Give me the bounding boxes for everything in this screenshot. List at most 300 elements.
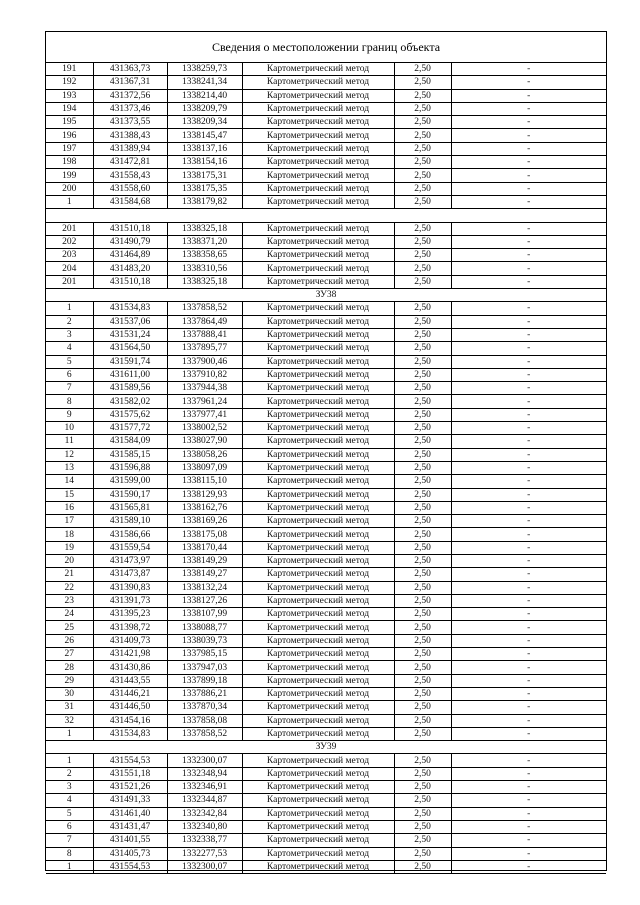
description-cell: - [451, 541, 606, 554]
coord-y-cell: 1338259,73 [167, 63, 242, 76]
table-row [46, 661, 606, 674]
method-cell: Картометрический метод [242, 195, 394, 208]
coord-y-cell: 1338149,27 [167, 568, 242, 581]
method-cell: Картометрический метод [242, 648, 394, 661]
coord-y-cell: 1338097,09 [167, 461, 242, 474]
description-cell: - [451, 435, 606, 448]
accuracy-cell: 2,50 [394, 847, 451, 860]
description-cell: - [451, 608, 606, 621]
method-cell: Картометрический метод [242, 568, 394, 581]
point-number-cell: 196 [46, 129, 93, 142]
accuracy-cell: 2,50 [394, 568, 451, 581]
coord-x-cell: 431585,15 [93, 448, 167, 461]
description-cell: - [451, 102, 606, 115]
table-row [46, 129, 606, 142]
table-row [46, 395, 606, 408]
method-cell: Картометрический метод [242, 661, 394, 674]
coord-x-cell: 431472,81 [93, 156, 167, 169]
point-number-cell: 191 [46, 63, 93, 76]
point-number-cell: 24 [46, 608, 93, 621]
point-number-cell: 1 [46, 727, 93, 740]
method-cell: Картометрический метод [242, 767, 394, 780]
table-row [46, 634, 606, 647]
coord-x-cell: 431372,56 [93, 89, 167, 102]
point-number-cell: 14 [46, 475, 93, 488]
point-number-cell: 8 [46, 395, 93, 408]
table-row [46, 222, 606, 235]
accuracy-cell: 2,50 [394, 648, 451, 661]
method-cell: Картометрический метод [242, 63, 394, 76]
point-number-cell: 7 [46, 382, 93, 395]
description-cell: - [451, 129, 606, 142]
description-cell: - [451, 448, 606, 461]
coord-x-cell: 431551,18 [93, 767, 167, 780]
coord-x-cell: 431373,46 [93, 102, 167, 115]
table-row [46, 767, 606, 780]
coord-y-cell: 1337858,52 [167, 727, 242, 740]
point-number-cell: 201 [46, 275, 93, 288]
coord-x-cell: 431443,55 [93, 674, 167, 687]
point-number-cell: 10 [46, 422, 93, 435]
coord-x-cell: 431596,88 [93, 461, 167, 474]
description-cell: - [451, 727, 606, 740]
point-number-cell: 2 [46, 315, 93, 328]
coord-x-cell: 431564,50 [93, 342, 167, 355]
coord-y-cell: 1337864,49 [167, 315, 242, 328]
coord-x-cell: 431431,47 [93, 820, 167, 833]
point-number-cell: 1 [46, 754, 93, 767]
coord-x-cell: 431461,40 [93, 807, 167, 820]
table-row [46, 102, 606, 115]
coord-x-cell: 431577,72 [93, 422, 167, 435]
accuracy-cell: 2,50 [394, 368, 451, 381]
table-row [46, 408, 606, 421]
coord-y-cell: 1338149,29 [167, 554, 242, 567]
coord-y-cell: 1337858,08 [167, 714, 242, 727]
coord-x-cell: 431473,97 [93, 554, 167, 567]
accuracy-cell: 2,50 [394, 674, 451, 687]
table-row [46, 355, 606, 368]
table-row [46, 488, 606, 501]
accuracy-cell: 2,50 [394, 156, 451, 169]
accuracy-cell: 2,50 [394, 262, 451, 275]
description-cell: - [451, 328, 606, 341]
table-row [46, 435, 606, 448]
accuracy-cell: 2,50 [394, 408, 451, 421]
description-cell: - [451, 767, 606, 780]
method-cell: Картометрический метод [242, 262, 394, 275]
method-cell: Картометрический метод [242, 302, 394, 315]
accuracy-cell: 2,50 [394, 222, 451, 235]
point-number-cell: 204 [46, 262, 93, 275]
point-number-cell: 192 [46, 76, 93, 89]
description-cell: - [451, 501, 606, 514]
method-cell: Картометрический метод [242, 781, 394, 794]
description-cell: - [451, 475, 606, 488]
coord-y-cell: 1338371,20 [167, 235, 242, 248]
accuracy-cell: 2,50 [394, 807, 451, 820]
table-row [46, 714, 606, 727]
coord-y-cell: 1338107,99 [167, 608, 242, 621]
accuracy-cell: 2,50 [394, 820, 451, 833]
method-cell: Картометрический метод [242, 156, 394, 169]
method-cell: Картометрический метод [242, 448, 394, 461]
accuracy-cell: 2,50 [394, 581, 451, 594]
table-row [46, 262, 606, 275]
accuracy-cell: 2,50 [394, 315, 451, 328]
method-cell: Картометрический метод [242, 328, 394, 341]
accuracy-cell: 2,50 [394, 608, 451, 621]
point-number-cell: 32 [46, 714, 93, 727]
coord-y-cell: 1338154,16 [167, 156, 242, 169]
table-row [46, 116, 606, 129]
point-number-cell: 9 [46, 408, 93, 421]
description-cell: - [451, 754, 606, 767]
description-cell: - [451, 195, 606, 208]
table-row [46, 648, 606, 661]
accuracy-cell: 2,50 [394, 687, 451, 700]
table-row [46, 528, 606, 541]
table-row [46, 448, 606, 461]
point-number-cell: 197 [46, 142, 93, 155]
coord-x-cell: 431491,33 [93, 794, 167, 807]
coord-x-cell: 431558,60 [93, 182, 167, 195]
point-number-cell: 195 [46, 116, 93, 129]
description-cell: - [451, 116, 606, 129]
coord-x-cell: 431446,50 [93, 701, 167, 714]
point-number-cell: 18 [46, 528, 93, 541]
point-number-cell: 1 [46, 302, 93, 315]
description-cell: - [451, 847, 606, 860]
method-cell: Картометрический метод [242, 169, 394, 182]
table-row [46, 727, 606, 740]
point-number-cell: 5 [46, 807, 93, 820]
method-cell: Картометрический метод [242, 834, 394, 847]
table-row [46, 541, 606, 554]
coord-y-cell: 1332338,77 [167, 834, 242, 847]
coord-y-cell: 1338027,90 [167, 435, 242, 448]
method-cell: Картометрический метод [242, 116, 394, 129]
point-number-cell: 28 [46, 661, 93, 674]
method-cell: Картометрический метод [242, 528, 394, 541]
accuracy-cell: 2,50 [394, 621, 451, 634]
description-cell: - [451, 368, 606, 381]
accuracy-cell: 2,50 [394, 501, 451, 514]
accuracy-cell: 2,50 [394, 169, 451, 182]
table-row [46, 63, 606, 76]
accuracy-cell: 2,50 [394, 142, 451, 155]
description-cell: - [451, 621, 606, 634]
table-row [46, 342, 606, 355]
table-row [46, 235, 606, 248]
point-number-cell: 5 [46, 355, 93, 368]
method-cell: Картометрический метод [242, 235, 394, 248]
table-row [46, 860, 606, 873]
coord-y-cell: 1337961,24 [167, 395, 242, 408]
method-cell: Картометрический метод [242, 102, 394, 115]
method-cell: Картометрический метод [242, 422, 394, 435]
method-cell: Картометрический метод [242, 182, 394, 195]
coord-y-cell: 1338132,24 [167, 581, 242, 594]
document-sheet [45, 31, 607, 871]
table-row [46, 249, 606, 262]
description-cell: - [451, 820, 606, 833]
coord-x-cell: 431363,73 [93, 63, 167, 76]
coord-y-cell: 1338209,34 [167, 116, 242, 129]
description-cell: - [451, 249, 606, 262]
method-cell: Картометрический метод [242, 76, 394, 89]
accuracy-cell: 2,50 [394, 834, 451, 847]
accuracy-cell: 2,50 [394, 488, 451, 501]
coord-y-cell: 1338175,08 [167, 528, 242, 541]
method-cell: Картометрический метод [242, 368, 394, 381]
section-separator-row [46, 289, 606, 302]
point-number-cell: 7 [46, 834, 93, 847]
method-cell: Картометрический метод [242, 355, 394, 368]
description-cell: - [451, 860, 606, 873]
table-row [46, 169, 606, 182]
method-cell: Картометрический метод [242, 408, 394, 421]
point-number-cell: 193 [46, 89, 93, 102]
coord-x-cell: 431531,24 [93, 328, 167, 341]
point-number-cell: 8 [46, 847, 93, 860]
coord-y-cell: 1338170,44 [167, 541, 242, 554]
description-cell: - [451, 275, 606, 288]
method-cell: Картометрический метод [242, 342, 394, 355]
description-cell: - [451, 422, 606, 435]
description-cell: - [451, 528, 606, 541]
coord-x-cell: 431398,72 [93, 621, 167, 634]
method-cell: Картометрический метод [242, 687, 394, 700]
method-cell: Картометрический метод [242, 581, 394, 594]
description-cell: - [451, 142, 606, 155]
description-cell: - [451, 515, 606, 528]
accuracy-cell: 2,50 [394, 528, 451, 541]
method-cell: Картометрический метод [242, 714, 394, 727]
table-row [46, 156, 606, 169]
coord-y-cell: 1332300,07 [167, 754, 242, 767]
accuracy-cell: 2,50 [394, 129, 451, 142]
description-cell: - [451, 687, 606, 700]
coord-y-cell: 1332342,84 [167, 807, 242, 820]
description-cell: - [451, 634, 606, 647]
accuracy-cell: 2,50 [394, 794, 451, 807]
description-cell: - [451, 781, 606, 794]
coord-x-cell: 431565,81 [93, 501, 167, 514]
description-cell: - [451, 648, 606, 661]
accuracy-cell: 2,50 [394, 182, 451, 195]
point-number-cell: 198 [46, 156, 93, 169]
coord-y-cell: 1337895,77 [167, 342, 242, 355]
table-row [46, 315, 606, 328]
point-number-cell: 4 [46, 342, 93, 355]
point-number-cell: 16 [46, 501, 93, 514]
description-cell: - [451, 156, 606, 169]
description-cell: - [451, 461, 606, 474]
description-cell: - [451, 222, 606, 235]
coord-x-cell: 431611,00 [93, 368, 167, 381]
method-cell: Картометрический метод [242, 129, 394, 142]
section-separator-row [46, 209, 606, 222]
table-row [46, 807, 606, 820]
coord-x-cell: 431582,02 [93, 395, 167, 408]
accuracy-cell: 2,50 [394, 860, 451, 873]
section-label: ЗУ39 [46, 741, 606, 754]
table-row [46, 515, 606, 528]
coord-x-cell: 431454,16 [93, 714, 167, 727]
accuracy-cell: 2,50 [394, 328, 451, 341]
accuracy-cell: 2,50 [394, 422, 451, 435]
coord-x-cell: 431401,55 [93, 834, 167, 847]
description-cell: - [451, 408, 606, 421]
coord-y-cell: 1338058,26 [167, 448, 242, 461]
table-row [46, 182, 606, 195]
accuracy-cell: 2,50 [394, 594, 451, 607]
coord-y-cell: 1337900,46 [167, 355, 242, 368]
description-cell: - [451, 834, 606, 847]
table-row [46, 76, 606, 89]
table-row [46, 568, 606, 581]
accuracy-cell: 2,50 [394, 461, 451, 474]
coord-y-cell: 1338169,26 [167, 515, 242, 528]
description-cell: - [451, 674, 606, 687]
method-cell: Картометрический метод [242, 275, 394, 288]
accuracy-cell: 2,50 [394, 727, 451, 740]
description-cell: - [451, 315, 606, 328]
table-row [46, 302, 606, 315]
description-cell: - [451, 89, 606, 102]
method-cell: Картометрический метод [242, 249, 394, 262]
description-cell: - [451, 594, 606, 607]
coord-y-cell: 1338137,16 [167, 142, 242, 155]
method-cell: Картометрический метод [242, 674, 394, 687]
coord-y-cell: 1332340,80 [167, 820, 242, 833]
accuracy-cell: 2,50 [394, 701, 451, 714]
coordinates-table [46, 63, 606, 874]
coord-y-cell: 1332346,91 [167, 781, 242, 794]
coord-x-cell: 431409,73 [93, 634, 167, 647]
accuracy-cell: 2,50 [394, 342, 451, 355]
point-number-cell: 12 [46, 448, 93, 461]
coord-x-cell: 431589,10 [93, 515, 167, 528]
method-cell: Картометрический метод [242, 142, 394, 155]
method-cell: Картометрический метод [242, 554, 394, 567]
table-row [46, 422, 606, 435]
coord-x-cell: 431558,43 [93, 169, 167, 182]
table-row [46, 754, 606, 767]
table-row [46, 501, 606, 514]
table-row [46, 554, 606, 567]
method-cell: Картометрический метод [242, 594, 394, 607]
accuracy-cell: 2,50 [394, 714, 451, 727]
coord-y-cell: 1337947,03 [167, 661, 242, 674]
document-title: Сведения о местоположении границ объекта [46, 32, 606, 63]
point-number-cell: 3 [46, 328, 93, 341]
table-row [46, 195, 606, 208]
method-cell: Картометрический метод [242, 488, 394, 501]
coord-x-cell: 431534,83 [93, 727, 167, 740]
coord-x-cell: 431490,79 [93, 235, 167, 248]
method-cell: Картометрический метод [242, 754, 394, 767]
coord-x-cell: 431405,73 [93, 847, 167, 860]
accuracy-cell: 2,50 [394, 554, 451, 567]
method-cell: Картометрический метод [242, 794, 394, 807]
point-number-cell: 23 [46, 594, 93, 607]
point-number-cell: 22 [46, 581, 93, 594]
coord-x-cell: 431395,23 [93, 608, 167, 621]
coord-y-cell: 1338162,76 [167, 501, 242, 514]
table-row [46, 847, 606, 860]
coord-x-cell: 431591,74 [93, 355, 167, 368]
point-number-cell: 6 [46, 368, 93, 381]
description-cell: - [451, 568, 606, 581]
method-cell: Картометрический метод [242, 395, 394, 408]
method-cell: Картометрический метод [242, 621, 394, 634]
method-cell: Картометрический метод [242, 501, 394, 514]
coord-x-cell: 431554,53 [93, 860, 167, 873]
point-number-cell: 4 [46, 794, 93, 807]
table-row [46, 328, 606, 341]
point-number-cell: 30 [46, 687, 93, 700]
coord-y-cell: 1338175,31 [167, 169, 242, 182]
coord-y-cell: 1332300,07 [167, 860, 242, 873]
accuracy-cell: 2,50 [394, 89, 451, 102]
coord-y-cell: 1338214,40 [167, 89, 242, 102]
point-number-cell: 20 [46, 554, 93, 567]
coord-x-cell: 431584,68 [93, 195, 167, 208]
accuracy-cell: 2,50 [394, 767, 451, 780]
accuracy-cell: 2,50 [394, 235, 451, 248]
coord-y-cell: 1338145,47 [167, 129, 242, 142]
method-cell: Картометрический метод [242, 541, 394, 554]
method-cell: Картометрический метод [242, 820, 394, 833]
coord-y-cell: 1338039,73 [167, 634, 242, 647]
description-cell: - [451, 794, 606, 807]
point-number-cell: 199 [46, 169, 93, 182]
coord-x-cell: 431421,98 [93, 648, 167, 661]
coord-y-cell: 1337858,52 [167, 302, 242, 315]
description-cell: - [451, 554, 606, 567]
point-number-cell: 15 [46, 488, 93, 501]
description-cell: - [451, 395, 606, 408]
accuracy-cell: 2,50 [394, 195, 451, 208]
point-number-cell: 203 [46, 249, 93, 262]
method-cell: Картометрический метод [242, 89, 394, 102]
coord-y-cell: 1337985,15 [167, 648, 242, 661]
method-cell: Картометрический метод [242, 727, 394, 740]
description-cell: - [451, 182, 606, 195]
accuracy-cell: 2,50 [394, 275, 451, 288]
coord-x-cell: 431575,62 [93, 408, 167, 421]
point-number-cell: 11 [46, 435, 93, 448]
coord-y-cell: 1338209,79 [167, 102, 242, 115]
accuracy-cell: 2,50 [394, 448, 451, 461]
coord-y-cell: 1338115,10 [167, 475, 242, 488]
accuracy-cell: 2,50 [394, 754, 451, 767]
coord-x-cell: 431430,86 [93, 661, 167, 674]
coord-x-cell: 431590,17 [93, 488, 167, 501]
coord-x-cell: 431534,83 [93, 302, 167, 315]
coord-x-cell: 431510,18 [93, 222, 167, 235]
table-row [46, 687, 606, 700]
accuracy-cell: 2,50 [394, 435, 451, 448]
accuracy-cell: 2,50 [394, 634, 451, 647]
method-cell: Картометрический метод [242, 382, 394, 395]
coord-x-cell: 431599,00 [93, 475, 167, 488]
accuracy-cell: 2,50 [394, 475, 451, 488]
point-number-cell: 1 [46, 860, 93, 873]
coord-y-cell: 1338088,77 [167, 621, 242, 634]
